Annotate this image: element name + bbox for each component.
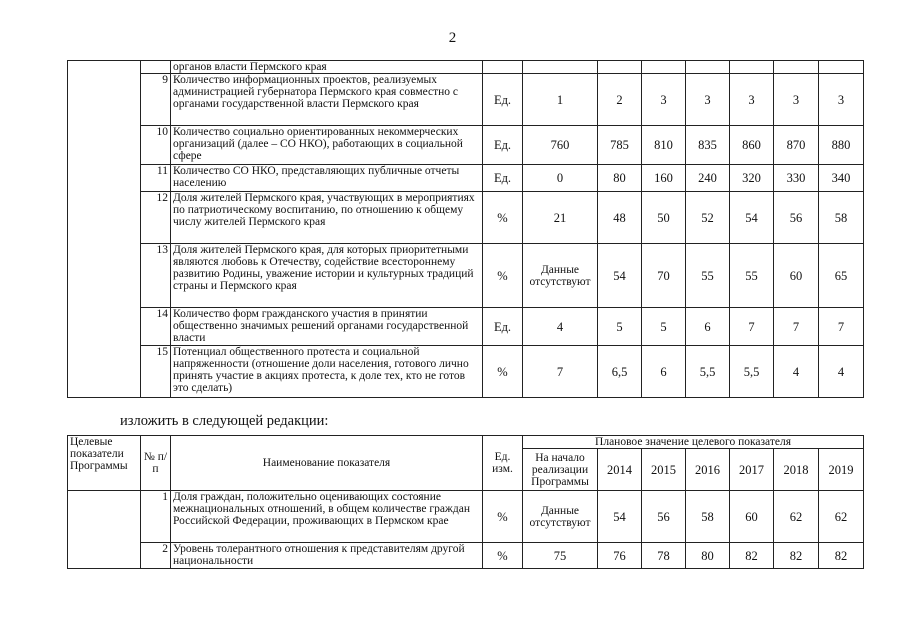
value-cell: 62 bbox=[774, 491, 819, 543]
base-value: 0 bbox=[523, 165, 598, 192]
table-row bbox=[68, 543, 864, 569]
value-cell: 54 bbox=[730, 192, 774, 244]
indicator-name: Доля жителей Пермского края, участвующих в мероприятиях по патриотическому воспитанию, по отношению к общему числу жителей Пермского края bbox=[171, 192, 483, 244]
value-cell: 70 bbox=[642, 244, 686, 308]
value-cell: 3 bbox=[686, 74, 730, 126]
indicator-name: Количество СО НКО, представляющих публичные отчеты населению bbox=[171, 165, 483, 192]
value-cell: 5,5 bbox=[730, 346, 774, 398]
indicators-table-continued bbox=[67, 60, 864, 398]
value-cell: 58 bbox=[686, 491, 730, 543]
year-header: 2017 bbox=[730, 449, 774, 491]
goals-header: Целевые показатели Программы bbox=[68, 436, 141, 491]
value-cell: 870 bbox=[774, 126, 819, 165]
base-value: 7 bbox=[523, 346, 598, 398]
base-value: 760 bbox=[523, 126, 598, 165]
value-cell: 7 bbox=[730, 308, 774, 346]
unit-cell: Ед. bbox=[483, 126, 523, 165]
value-cell: 60 bbox=[774, 244, 819, 308]
unit-cell: % bbox=[483, 346, 523, 398]
value-cell: 54 bbox=[598, 491, 642, 543]
row-number: 2 bbox=[141, 543, 171, 569]
goals-cell bbox=[68, 61, 141, 398]
value-cell: 76 bbox=[598, 543, 642, 569]
value-cell: 4 bbox=[774, 346, 819, 398]
indicator-name: органов власти Пермского края bbox=[171, 61, 483, 74]
value-cell: 835 bbox=[686, 126, 730, 165]
value-cell: 55 bbox=[730, 244, 774, 308]
value-cell: 340 bbox=[819, 165, 864, 192]
caption-text: изложить в следующей редакции: bbox=[120, 413, 329, 429]
value-cell: 240 bbox=[686, 165, 730, 192]
value-cell: 3 bbox=[774, 74, 819, 126]
value-cell: 82 bbox=[730, 543, 774, 569]
value-cell: 82 bbox=[819, 543, 864, 569]
indicator-name: Потенциал общественного протеста и социальной напряженности (отношение доли населения, готового лично принять участие в акциях протеста, к доле тех, кто не готов это сделать) bbox=[171, 346, 483, 398]
unit-cell: % bbox=[483, 192, 523, 244]
value-cell: 320 bbox=[730, 165, 774, 192]
value-cell: 52 bbox=[686, 192, 730, 244]
value-cell: 7 bbox=[819, 308, 864, 346]
value-cell: 62 bbox=[819, 491, 864, 543]
unit-cell: % bbox=[483, 244, 523, 308]
table-row bbox=[68, 74, 864, 126]
base-value: 21 bbox=[523, 192, 598, 244]
value-cell: 3 bbox=[642, 74, 686, 126]
unit-cell: Ед. bbox=[483, 308, 523, 346]
row-number: 15 bbox=[141, 346, 171, 398]
base-value: Данные отсутствуют bbox=[523, 491, 598, 543]
table-row bbox=[68, 491, 864, 543]
value-cell: 56 bbox=[774, 192, 819, 244]
unit-cell: % bbox=[483, 543, 523, 569]
table-row bbox=[68, 126, 864, 165]
value-cell: 3 bbox=[730, 74, 774, 126]
year-header: 2016 bbox=[686, 449, 730, 491]
value-cell: 810 bbox=[642, 126, 686, 165]
plan-header: Плановое значение целевого показателя bbox=[523, 436, 864, 449]
indicator-name: Количество форм гражданского участия в принятии общественно значимых решений органами государственной власти bbox=[171, 308, 483, 346]
table-row bbox=[68, 244, 864, 308]
value-cell: 330 bbox=[774, 165, 819, 192]
indicator-name: Доля жителей Пермского края, для которых приоритетными являются любовь к Отечеству, содействие всестороннему развитию Родины, уважение истории и культурных традиций страны и Пермского края bbox=[171, 244, 483, 308]
value-cell: 160 bbox=[642, 165, 686, 192]
number-header: № п/п bbox=[141, 436, 171, 491]
value-cell: 50 bbox=[642, 192, 686, 244]
value-cell: 56 bbox=[642, 491, 686, 543]
table-row bbox=[68, 165, 864, 192]
unit-cell: Ед. bbox=[483, 165, 523, 192]
value-cell: 78 bbox=[642, 543, 686, 569]
value-cell: 7 bbox=[774, 308, 819, 346]
value-cell: 785 bbox=[598, 126, 642, 165]
indicator-name: Доля граждан, положительно оценивающих состояние межнациональных отношений, в общем количестве граждан Российской Федерации, проживающих в Пермском крае bbox=[171, 491, 483, 543]
value-cell: 6,5 bbox=[598, 346, 642, 398]
base-value: 75 bbox=[523, 543, 598, 569]
value-cell: 58 bbox=[819, 192, 864, 244]
row-number: 1 bbox=[141, 491, 171, 543]
value-cell: 860 bbox=[730, 126, 774, 165]
indicator-name: Количество информационных проектов, реализуемых администрацией губернатора Пермского края совместно с органами государственной власти Пермского края bbox=[171, 74, 483, 126]
goals-cell bbox=[68, 491, 141, 569]
value-cell: 5 bbox=[642, 308, 686, 346]
value-cell: 3 bbox=[819, 74, 864, 126]
indicator-name: Количество социально ориентированных некоммерческих организаций (далее – СО НКО), работающих в социальной сфере bbox=[171, 126, 483, 165]
unit-cell: % bbox=[483, 491, 523, 543]
value-cell: 80 bbox=[598, 165, 642, 192]
name-header: Наименование показателя bbox=[171, 436, 483, 491]
value-cell: 65 bbox=[819, 244, 864, 308]
base-value: 1 bbox=[523, 74, 598, 126]
year-header: 2015 bbox=[642, 449, 686, 491]
value-cell: 6 bbox=[686, 308, 730, 346]
year-header: 2019 bbox=[819, 449, 864, 491]
base-value: 4 bbox=[523, 308, 598, 346]
indicators-table-new bbox=[67, 435, 864, 569]
header-row bbox=[68, 436, 864, 449]
page-number: 2 bbox=[448, 30, 457, 46]
value-cell: 880 bbox=[819, 126, 864, 165]
unit-cell: Ед. bbox=[483, 74, 523, 126]
value-cell: 2 bbox=[598, 74, 642, 126]
year-header: 2014 bbox=[598, 449, 642, 491]
value-cell: 55 bbox=[686, 244, 730, 308]
value-cell: 60 bbox=[730, 491, 774, 543]
value-cell: 54 bbox=[598, 244, 642, 308]
indicator-name: Уровень толерантного отношения к представителям другой национальности bbox=[171, 543, 483, 569]
table-row bbox=[68, 308, 864, 346]
value-cell: 6 bbox=[642, 346, 686, 398]
row-number: 10 bbox=[141, 126, 171, 165]
value-cell: 5,5 bbox=[686, 346, 730, 398]
row-number: 9 bbox=[141, 74, 171, 126]
row-number: 11 bbox=[141, 165, 171, 192]
table-row bbox=[68, 192, 864, 244]
row-number bbox=[141, 61, 171, 74]
table-row bbox=[68, 346, 864, 398]
value-cell: 80 bbox=[686, 543, 730, 569]
row-number: 12 bbox=[141, 192, 171, 244]
year-header: 2018 bbox=[774, 449, 819, 491]
unit-header: Ед. изм. bbox=[483, 436, 523, 491]
base-value: Данные отсутствуют bbox=[523, 244, 598, 308]
base-header: На начало реализации Программы bbox=[523, 449, 598, 491]
row-number: 13 bbox=[141, 244, 171, 308]
value-cell: 5 bbox=[598, 308, 642, 346]
row-number: 14 bbox=[141, 308, 171, 346]
value-cell: 48 bbox=[598, 192, 642, 244]
value-cell: 82 bbox=[774, 543, 819, 569]
value-cell: 4 bbox=[819, 346, 864, 398]
table-row bbox=[68, 61, 864, 74]
